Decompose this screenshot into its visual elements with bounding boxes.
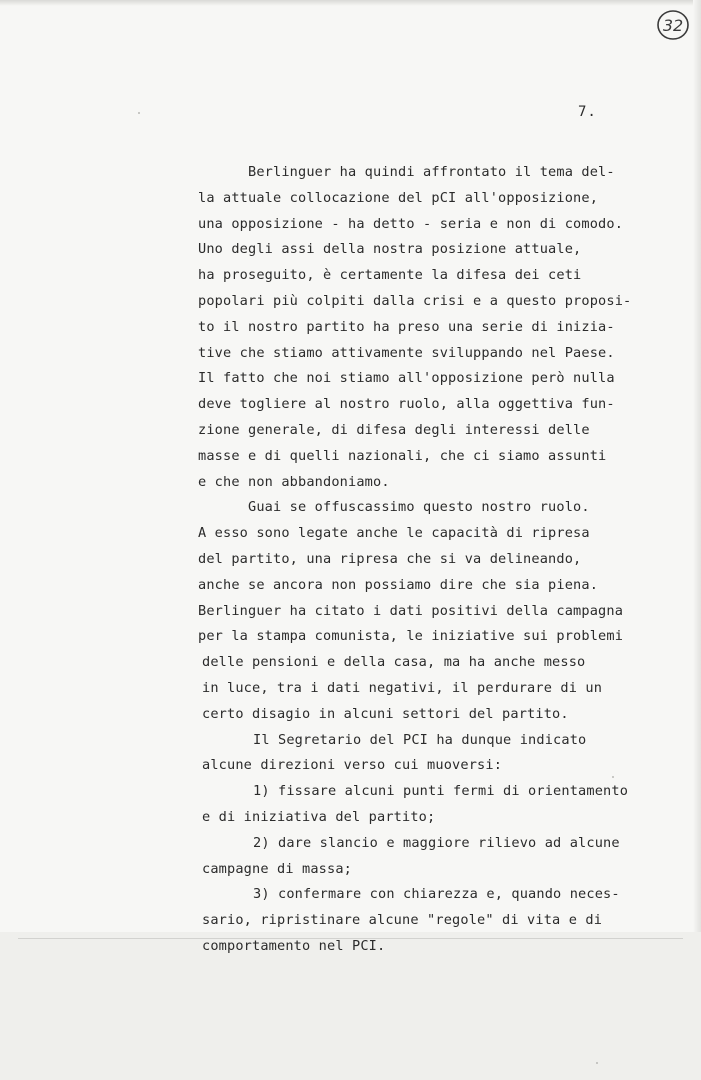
stamp-number: 32 — [662, 16, 684, 35]
text-line: masse e di quelli nazionali, che ci siamo assunti — [198, 447, 607, 464]
text-line: campagne di massa; — [202, 860, 353, 877]
text-line: del partito, una ripresa che si va delineando, — [198, 550, 582, 567]
typed-body-text — [198, 160, 658, 960]
list-item-1: 1) fissare alcuni punti fermi di orientamento — [253, 783, 629, 800]
text-line: sario, ripristinare alcune "regole" di vita e di — [202, 912, 603, 929]
scan-speck — [596, 1062, 598, 1064]
page-number: 7. — [578, 104, 597, 120]
handwritten-page-stamp — [656, 8, 690, 42]
list-item-3: 3) confermare con chiarezza e, quando neces- — [253, 886, 620, 903]
stamp-circle-icon — [656, 8, 690, 42]
scan-speck — [612, 776, 614, 778]
text-line: popolari più colpiti dalla crisi e a questo proposi- — [198, 292, 632, 309]
scan-speck — [138, 112, 140, 114]
text-line: alcune direzioni verso cui muoversi: — [202, 757, 503, 774]
text-line: comportamento nel PCI. — [202, 937, 386, 954]
text-line: deve togliere al nostro ruolo, alla oggettiva fun- — [198, 396, 615, 413]
text-line: tive che stiamo attivamente sviluppando nel Paese. — [198, 344, 615, 361]
text-line: una opposizione - ha detto - seria e non di comodo. — [198, 215, 624, 232]
text-line: in luce, tra i dati negativi, il perdurare di un — [202, 679, 603, 696]
text-line: certo disagio in alcuni settori del partito. — [202, 705, 569, 722]
text-line: Berlinguer ha quindi affrontato il tema del- — [248, 164, 615, 180]
text-line: Il Segretario del PCI ha dunque indicato — [253, 731, 587, 748]
scan-right-edge — [693, 0, 701, 1080]
text-line: Uno degli assi della nostra posizione attuale, — [198, 241, 582, 258]
list-item-2: 2) dare slancio e maggiore rilievo ad alcune — [253, 834, 620, 851]
text-line: zione generale, di difesa degli interessi delle — [198, 421, 590, 438]
text-line: ha proseguito, è certamente la difesa dei ceti — [198, 267, 582, 284]
scan-top-edge — [0, 0, 701, 6]
text-line: to il nostro partito ha preso una serie di inizia- — [198, 318, 615, 335]
text-line: delle pensioni e della casa, ma ha anche messo — [202, 654, 586, 671]
text-line: e che non abbandoniamo. — [198, 473, 390, 490]
text-line: Guai se offuscassimo questo nostro ruolo. — [248, 499, 590, 516]
text-line: Il fatto che noi stiamo all'opposizione però nulla — [198, 370, 615, 387]
text-line: per la stampa comunista, le iniziative sui problemi — [198, 628, 624, 645]
text-line: anche se ancora non possiamo dire che sia piena. — [198, 576, 599, 593]
text-line: Berlinguer ha citato i dati positivi della campagna — [198, 602, 624, 619]
text-line: A esso sono legate anche le capacità di ripresa — [198, 525, 590, 542]
text-line: la attuale collocazione del pCI all'opposizione, — [198, 189, 599, 206]
text-line: e di iniziativa del partito; — [202, 808, 436, 825]
